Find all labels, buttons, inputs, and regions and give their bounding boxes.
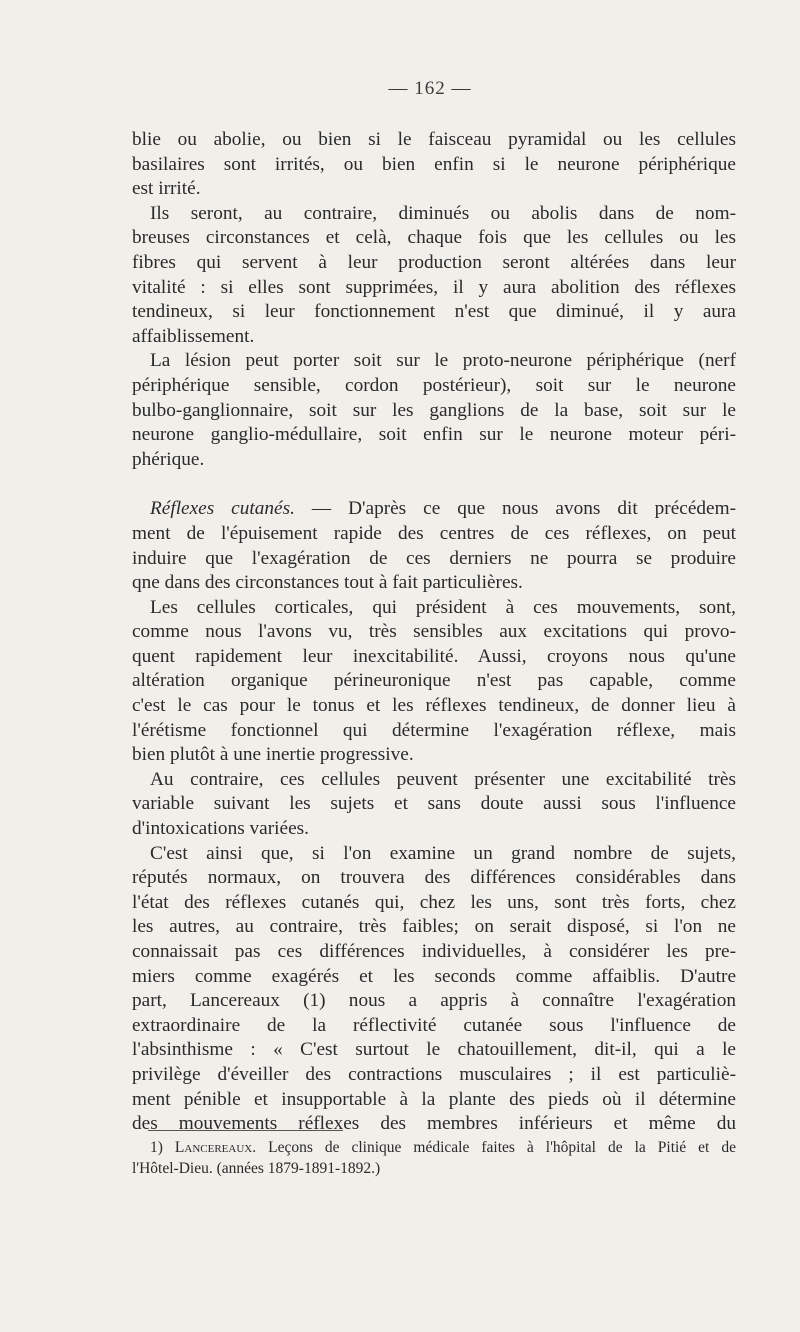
section-first-text: D'après ce que nous avons dit précédem-	[348, 498, 736, 520]
text-line: blie ou abolie, ou bien si le faisceau pyramidal ou les cellules	[132, 129, 736, 150]
text-line: phérique.	[132, 448, 205, 470]
text-line: variable suivant les sujets et sans doute aussi sous l'influence	[132, 793, 736, 815]
text-line: des mouvements réflexes des membres inférieurs et même du	[132, 1113, 736, 1135]
section-heading: Réflexes cutanés.	[150, 498, 295, 520]
text-line: l'érétisme fonctionnel qui détermine l'exagération réflexe, mais	[132, 719, 736, 741]
text-line: miers comme exagérés et les seconds comme affaiblis. D'autre	[132, 965, 736, 987]
footnote-text: . Leçons de clinique médicale faites à l'hôpital de la Pitié et de	[252, 1139, 736, 1156]
text-line: induire que l'exagération de ces derniers ne pourra se produire	[132, 547, 736, 569]
footnote-divider	[148, 1130, 343, 1131]
text-line: tendineux, si leur fonctionnement n'est que diminué, il y aura	[132, 301, 736, 323]
text-line: comme nous l'avons vu, très sensibles aux excitations qui provo-	[132, 621, 736, 643]
footnote	[132, 1137, 736, 1179]
section-dash: —	[294, 498, 349, 520]
paragraph-start-line: Au contraire, ces cellules peuvent présenter une excitabilité très	[150, 768, 736, 790]
paragraph-start-line: Les cellules corticales, qui président à ces mouvements, sont,	[150, 596, 736, 618]
paragraph-start-line: La lésion peut porter soit sur le proto-neurone périphérique (nerf	[150, 350, 736, 372]
text-line: l'état des réflexes cutanés qui, chez les uns, sont très forts, chez	[132, 891, 736, 913]
text-line: vitalité : si elles sont supprimées, il y aura abolition des réflexes	[132, 276, 736, 298]
text-line: privilège d'éveiller des contractions musculaires ; il est particuliè-	[132, 1063, 736, 1085]
text-line: est irrité.	[132, 178, 201, 200]
text-line: bulbo-ganglionnaire, soit sur les ganglions de la base, soit sur le	[132, 399, 736, 421]
text-line: d'intoxications variées.	[132, 818, 309, 840]
footnote-line	[132, 1137, 736, 1158]
text-line: part, Lancereaux (1) nous a appris à connaître l'exagération	[132, 990, 736, 1012]
footnote-author: Lancereaux	[174, 1139, 253, 1156]
text-line: qne dans des circonstances tout à fait particulières.	[132, 572, 523, 594]
text-line: breuses circonstances et celà, chaque fois que les cellules ou les	[132, 227, 736, 249]
footnote-marker: 1)	[150, 1139, 175, 1156]
text-line: affaiblissement.	[132, 325, 255, 347]
footnote-line: l'Hôtel-Dieu. (années 1879-1891-1892.)	[132, 1160, 381, 1177]
text-line: les autres, au contraire, très faibles; on serait disposé, si l'on ne	[132, 916, 736, 938]
text-line: ment pénible et insupportable à la plante des pieds où il détermine	[132, 1088, 736, 1110]
text-line: bien plutôt à une inertie progressive.	[132, 744, 414, 766]
text-line: l'absinthisme : « C'est surtout le chatouillement, dit-il, qui a le	[132, 1039, 736, 1061]
text-line: c'est le cas pour le tonus et les réflexes tendineux, de donner lieu à	[132, 695, 736, 717]
text-line: fibres qui servent à leur production seront altérées dans leur	[132, 251, 736, 273]
text-line: périphérique sensible, cordon postérieur), soit sur le neurone	[132, 374, 736, 396]
section-start-line	[132, 497, 736, 522]
text-line: réputés normaux, on trouvera des différences considérables dans	[132, 867, 736, 889]
body-text	[132, 128, 736, 1137]
text-line: quent rapidement leur inexcitabilité. Aussi, croyons nous qu'une	[132, 645, 736, 667]
paragraph-start-line: C'est ainsi que, si l'on examine un grand nombre de sujets,	[150, 842, 736, 864]
text-line: ment de l'épuisement rapide des centres de ces réflexes, on peut	[132, 522, 736, 544]
page-number: — 162 —	[388, 78, 472, 99]
text-line: neurone ganglio-médullaire, soit enfin sur le neurone moteur péri-	[132, 424, 736, 446]
text-line: altération organique périneuronique n'est pas capable, comme	[132, 670, 736, 692]
paragraph-start-line: Ils seront, au contraire, diminués ou abolis dans de nom-	[150, 202, 736, 224]
text-line: basilaires sont irrités, ou bien enfin si le neurone périphérique	[132, 153, 736, 175]
text-line: connaissait pas ces différences individuelles, à considérer les pre-	[132, 941, 736, 962]
text-line: extraordinaire de la réflectivité cutanée sous l'influence de	[132, 1014, 736, 1036]
